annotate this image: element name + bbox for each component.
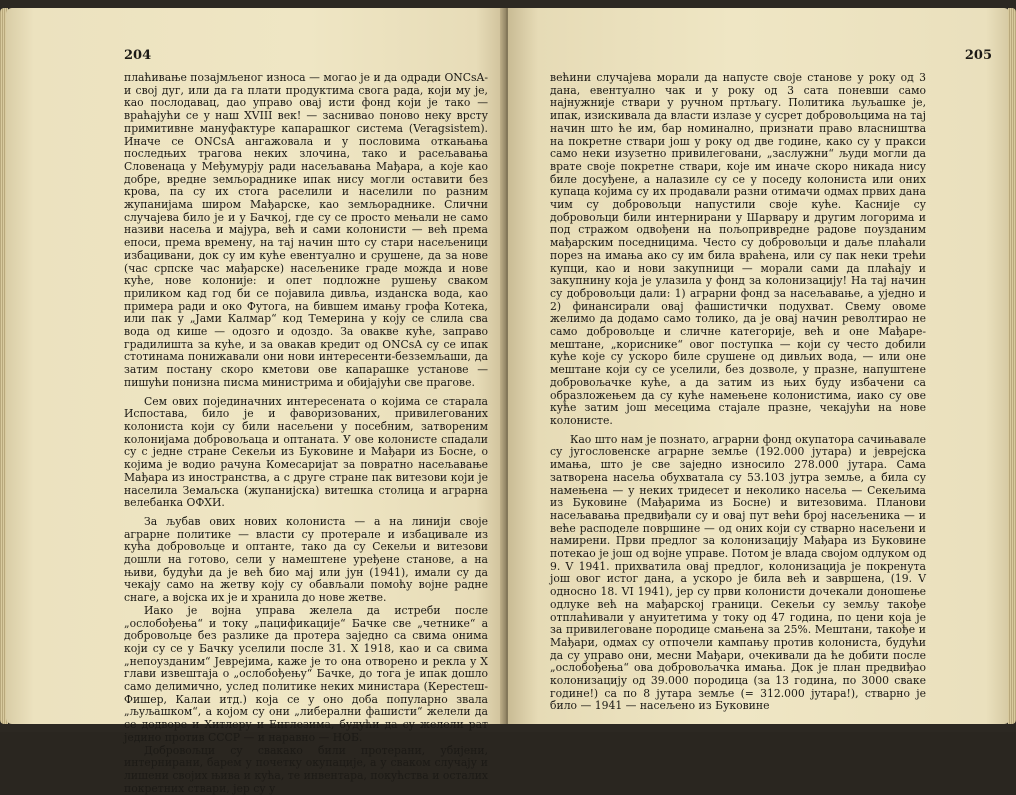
left-paragraph-5: Добровољци су свакако били протерани, убијени, интернирани, барем у почетку окупације, а у сваком случају и лишени својих њива и кућа, те инвентара, покућства и осталих покретних ствари, јер су у (124, 743, 488, 795)
left-paragraph-4: Иако је војна управа желела да истреби после „ослобођења“ и току „пацификације“ Бачке све „четнике“ а добровољце без разлике да протера заједно са свима онима који су се у Бачку уселили после 31. X 1918, као и са свима „непоузданим“ Јеврејима, каже је то она отворено и рекла у X глави извештаја о „ослобођењу“ Бачке, до тога је ипак дошло само делимично, услед политике неких министара (Керестеш-Фишер, Калаи итд.) која се у оно доба популарно звала „љуљашком“, а којом су они „либерални фашисти“ желели да се додворе и Хитлеру и Енглезима, будући да су желели рат једино против СССР — и наравно — НОБ. (124, 603, 488, 744)
right-paragraph-2: Као што нам је познато, аграрни фонд окупатора сачињавале су југословенске аграрне земље (192.000 јутара) и јеврејска имања, што је све заједно износило 278.000 јутара. Сама затворена насеља обухватала су 53.103 јутра земље, а била су намењена — у неких тридесет и неколико насеља — Секељима из Буковине (Мађарима из Босне) и витезовима. Планови насељавања предвиђали су и овај пут већи број насељеника — и веће расподеле површине — од оних који су стварно насељени и намирени. Први предлог за колонизацију Мађара из Буковине потекао је још од војне управе. Потом је влада својом одлуком од 9. V 1941. прихватила овај предлог, колонизација је покренута још овог истог дана, а ускоро је била већ и завршена, (19. V односно 18. VI 1941), јер су први колонисти дочекали доношење одлуке већ на мађарској граници. Секељи су земљу такође отплаћивали у ануитетима у току од 47 година, по цени која је за привилеговане породице смањена за 25%. Мештани, такође и Мађари, одмах су отпочели кампању против колониста, будући да су управо они, месни Мађари, очекивали да ће добити после „ослобођења“ ова добровољачка имања. Док је план предвиђао колонизацију од 39.000 породица (за 13 година, по 3000 сваке године!) са по 8 јутара земље (= 312.000 јутара!), стварно је било — 1941 — насељено из Буковине (550, 432, 926, 713)
page-number-left: 204 (124, 48, 152, 63)
left-paragraph-3: За љубав ових нових колониста — а на линији своје аграрне политике — власти су протерале и избацивале из кућа добровољце и оптанте, тако да су Секељи и витезови дошли на готово, сели у намештене уређене станове, а на њиви, будући да је већ био мај или јун (1941), имали су да чекају само на жетву коју су обављали помоћу војне радне снаге, а војска их је и хранила до нове жетве. (124, 514, 488, 605)
left-paragraph-2: Сем ових појединачних интересената о којима се старала Испоставa, било је и фаворизованих, привилегованих колониста који су били насељени у посебним, затвореним колонијама добровољаца и оптаната. У ове колонисте спадали су с једне стране Секељи из Буковине и Мађари из Босне, о којима је водио рачуна Комесаријат за повратно насељавање Мађара из иностранства, а с друге стране пак витезови који је населила Земаљска (жупанијска) витешка столица и аграрна велебанка ОФХИ. (124, 394, 488, 510)
right-page (508, 8, 1010, 724)
page-number-right: 205 (964, 48, 992, 63)
left-paragraph-1: плаћивање позајмљеног износа — могао је и да одради ONCsA-и свој дуг, или да га плати продуктима свога рада, који му је, као послодавац, дао управо овај исти фонд који је тако — враћајући се у наш XVIII век! — заснивао поново неку врсту примитивне мануфактуре капарашког система (Veragsistem). Иначе се ONCsA ангажовала и у пословима откањања последњих трагова неких злочина, тако и расељавања Словенаца у Међумурју ради насељавања Мађара, а које као добре, вредне земљораднике ипак нису могли оставити без крова, па су их стога раселили и населили по разним жупанијама широм Мађарске, као земљораднике. Слични случајева било је и у Бачкој, где су се просто мењали не само називи насеља и мајура, већ и сами колонисти — већ према епоси, према времену, на тај начин што су стари насељеници избацивани, док су им куће евентуално и срушене, да за нове (час српске час мађарске) насељенике граде можда и нове куће, нове колоније: и опет подложне рушењу сваком приликом кад год би се појавила дивља, изданска вода, као примера ради и око Футога, на бившем имању грофа Котека, или пак у „Јами Калмар“ код Темерина у коју се слила сва вода од кише — одозго и одоздо. За овакве куће, заправо градилишта за куће, и за овакав кредит од ONCsA су се ипак стотинама понижавали они нови интересенти-безземљаши, да затим постану скоро кметови ове капарашке установе — пишући понизна писма министрима и обијајући све прагове. (124, 71, 488, 389)
right-paragraph-1: већини случајева морали да напусте своје станове у року од 3 дана, евентуално чак и у року од 3 сата поневши само најнужније ствари у ручном пртљагу. Политика љуљашке је, ипак, изискивала да власти излазе у сусрет добровољцима на тај начин што ће им, бар номинално, признати право власништва на покретне ствари још у року од две године, како су у пракси само неки изузетно привилеговани, „заслужни“ људи могли да врате своје покретне ствари, које им иначе скоро никада нису биле досуђене, а налазиле су се у поседу колониста или оних купаца којима су их продавали разни отимачи одмах првих дана чим су добровољци напустили своје куће. Касније су добровољци били интернирани у Шарвару и другим логорима и под стражом одвођени на пољопривредне радове поуздaним мађарским поседницима. Често су добровољци и даље плаћали порез на имања ако су им била враћена, или су пак неки трећи купци, као и нови закупници — морали сами да плаћају и закупнину која је улазила у фонд за колонизацију! На тај начин су добровољци дали: 1) аграрни фонд за насељавање, а уједно и 2) финансирали овај фашистички подухват. Свему овоме желимо да додамо само толико, да је овај начин револтирао не само добровољце и сличне категорије, већ и оне Мађаре-мештане, „кориснике“ овог поступка — који су често добили куће које су ускоро биле срушене од дивљих вода, — или оне мештане који су се уселили, без дозволе, у празне, напуштене добровољачке куће, а да затим из њих буду избачени са образложењем да су куће намењене колонистима, иако су ове куће затим још месецима стајале празне, чекајући на нове колонисте. (550, 71, 926, 427)
right-page-text (550, 72, 926, 713)
page-edge-right (1008, 8, 1016, 724)
left-page (6, 8, 506, 795)
left-page-text (124, 72, 488, 795)
